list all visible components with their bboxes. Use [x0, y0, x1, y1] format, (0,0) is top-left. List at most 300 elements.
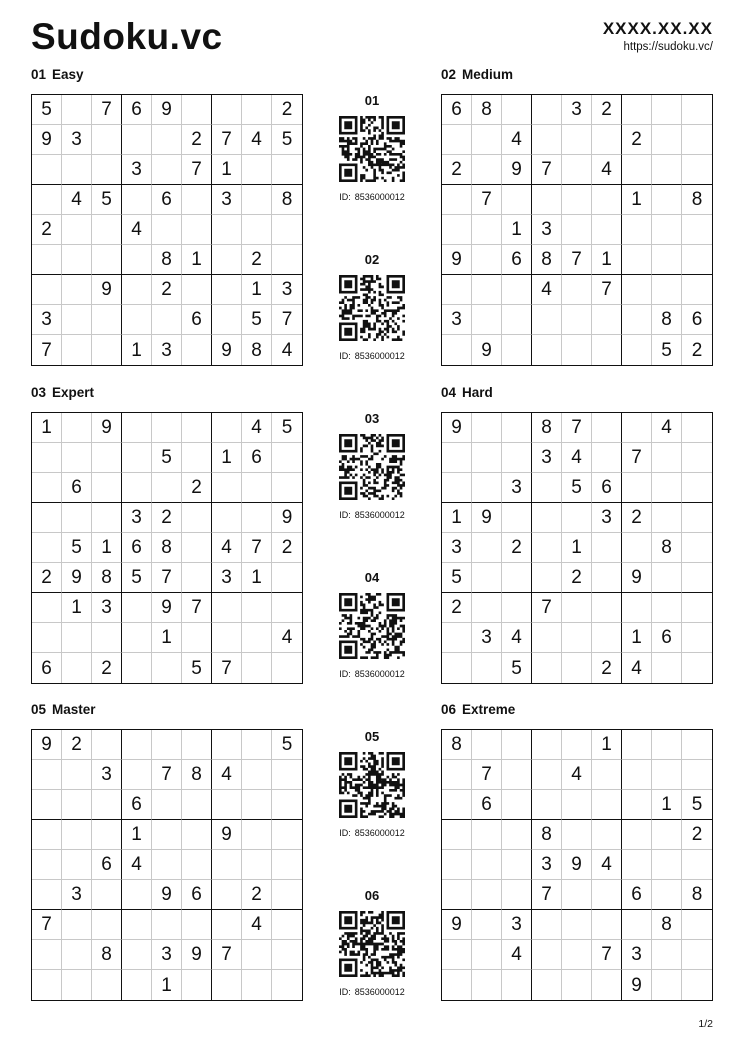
sudoku-cell[interactable] [562, 503, 592, 533]
sudoku-cell[interactable]: 5 [62, 533, 92, 563]
sudoku-cell[interactable]: 4 [622, 653, 652, 683]
sudoku-cell[interactable] [652, 95, 682, 125]
sudoku-cell[interactable]: 9 [442, 245, 472, 275]
sudoku-cell[interactable]: 9 [562, 850, 592, 880]
sudoku-cell[interactable] [472, 275, 502, 305]
sudoku-cell[interactable] [242, 593, 272, 623]
sudoku-cell[interactable] [122, 880, 152, 910]
sudoku-cell[interactable]: 4 [502, 940, 532, 970]
sudoku-cell[interactable] [622, 850, 652, 880]
sudoku-cell[interactable] [152, 155, 182, 185]
sudoku-cell[interactable] [92, 970, 122, 1000]
sudoku-cell[interactable] [272, 790, 302, 820]
sudoku-cell[interactable]: 4 [562, 760, 592, 790]
sudoku-cell[interactable]: 3 [592, 503, 622, 533]
sudoku-cell[interactable] [152, 790, 182, 820]
sudoku-cell[interactable]: 9 [212, 820, 242, 850]
sudoku-cell[interactable] [652, 215, 682, 245]
sudoku-cell[interactable] [622, 305, 652, 335]
sudoku-cell[interactable] [272, 473, 302, 503]
sudoku-cell[interactable]: 9 [152, 880, 182, 910]
sudoku-cell[interactable] [682, 760, 712, 790]
sudoku-cell[interactable]: 1 [242, 563, 272, 593]
sudoku-cell[interactable]: 3 [532, 443, 562, 473]
sudoku-cell[interactable]: 3 [62, 125, 92, 155]
sudoku-cell[interactable] [502, 563, 532, 593]
sudoku-cell[interactable] [122, 275, 152, 305]
sudoku-cell[interactable] [152, 215, 182, 245]
sudoku-cell[interactable]: 6 [242, 443, 272, 473]
sudoku-cell[interactable]: 9 [62, 563, 92, 593]
sudoku-cell[interactable] [62, 760, 92, 790]
sudoku-cell[interactable] [562, 940, 592, 970]
sudoku-cell[interactable]: 9 [152, 95, 182, 125]
sudoku-cell[interactable] [62, 155, 92, 185]
sudoku-cell[interactable]: 1 [122, 820, 152, 850]
sudoku-cell[interactable] [442, 940, 472, 970]
sudoku-cell[interactable] [212, 880, 242, 910]
sudoku-cell[interactable] [92, 155, 122, 185]
sudoku-cell[interactable] [562, 820, 592, 850]
sudoku-cell[interactable] [272, 215, 302, 245]
sudoku-cell[interactable] [532, 653, 562, 683]
sudoku-cell[interactable] [182, 413, 212, 443]
sudoku-cell[interactable] [592, 215, 622, 245]
sudoku-cell[interactable] [532, 970, 562, 1000]
sudoku-cell[interactable]: 9 [272, 503, 302, 533]
sudoku-cell[interactable] [272, 910, 302, 940]
sudoku-cell[interactable]: 2 [272, 533, 302, 563]
sudoku-cell[interactable] [532, 760, 562, 790]
sudoku-cell[interactable] [242, 850, 272, 880]
sudoku-cell[interactable] [532, 335, 562, 365]
sudoku-cell[interactable] [652, 185, 682, 215]
sudoku-cell[interactable]: 2 [182, 473, 212, 503]
sudoku-cell[interactable] [502, 95, 532, 125]
sudoku-cell[interactable] [622, 95, 652, 125]
sudoku-cell[interactable] [592, 820, 622, 850]
sudoku-cell[interactable] [32, 970, 62, 1000]
sudoku-cell[interactable] [92, 125, 122, 155]
sudoku-cell[interactable] [62, 970, 92, 1000]
sudoku-cell[interactable] [562, 185, 592, 215]
sudoku-cell[interactable] [682, 95, 712, 125]
sudoku-cell[interactable]: 7 [532, 880, 562, 910]
sudoku-cell[interactable] [62, 790, 92, 820]
sudoku-cell[interactable] [532, 125, 562, 155]
sudoku-cell[interactable] [32, 790, 62, 820]
sudoku-cell[interactable] [622, 533, 652, 563]
sudoku-cell[interactable] [532, 503, 562, 533]
sudoku-cell[interactable] [622, 820, 652, 850]
sudoku-cell[interactable]: 3 [562, 95, 592, 125]
sudoku-cell[interactable] [122, 443, 152, 473]
sudoku-cell[interactable] [682, 275, 712, 305]
sudoku-cell[interactable] [502, 880, 532, 910]
sudoku-cell[interactable] [242, 970, 272, 1000]
sudoku-cell[interactable] [442, 275, 472, 305]
sudoku-cell[interactable] [242, 503, 272, 533]
sudoku-cell[interactable] [532, 623, 562, 653]
sudoku-cell[interactable] [182, 970, 212, 1000]
sudoku-cell[interactable] [502, 730, 532, 760]
sudoku-cell[interactable] [32, 185, 62, 215]
sudoku-cell[interactable] [622, 760, 652, 790]
sudoku-cell[interactable] [242, 820, 272, 850]
sudoku-cell[interactable] [242, 623, 272, 653]
sudoku-cell[interactable] [32, 245, 62, 275]
sudoku-cell[interactable]: 3 [92, 760, 122, 790]
sudoku-cell[interactable] [442, 790, 472, 820]
sudoku-cell[interactable]: 1 [182, 245, 212, 275]
sudoku-cell[interactable] [182, 623, 212, 653]
sudoku-cell[interactable] [92, 820, 122, 850]
sudoku-cell[interactable] [652, 473, 682, 503]
sudoku-cell[interactable] [32, 503, 62, 533]
sudoku-cell[interactable]: 8 [442, 730, 472, 760]
sudoku-cell[interactable] [502, 760, 532, 790]
sudoku-cell[interactable]: 1 [62, 593, 92, 623]
sudoku-cell[interactable]: 8 [652, 910, 682, 940]
sudoku-cell[interactable]: 1 [502, 215, 532, 245]
sudoku-cell[interactable] [592, 910, 622, 940]
sudoku-cell[interactable]: 6 [62, 473, 92, 503]
sudoku-cell[interactable]: 2 [182, 125, 212, 155]
sudoku-cell[interactable] [442, 125, 472, 155]
sudoku-cell[interactable] [532, 305, 562, 335]
sudoku-cell[interactable]: 7 [92, 95, 122, 125]
sudoku-cell[interactable]: 4 [562, 443, 592, 473]
sudoku-cell[interactable]: 7 [622, 443, 652, 473]
sudoku-cell[interactable]: 9 [442, 910, 472, 940]
sudoku-cell[interactable] [532, 910, 562, 940]
sudoku-cell[interactable]: 3 [212, 185, 242, 215]
sudoku-cell[interactable] [272, 850, 302, 880]
sudoku-cell[interactable]: 9 [622, 563, 652, 593]
sudoku-cell[interactable] [472, 533, 502, 563]
sudoku-cell[interactable]: 7 [472, 760, 502, 790]
sudoku-cell[interactable]: 2 [592, 95, 622, 125]
sudoku-cell[interactable]: 9 [472, 335, 502, 365]
sudoku-cell[interactable]: 7 [562, 413, 592, 443]
sudoku-cell[interactable] [212, 623, 242, 653]
sudoku-cell[interactable] [652, 940, 682, 970]
sudoku-cell[interactable] [212, 910, 242, 940]
sudoku-cell[interactable] [472, 653, 502, 683]
sudoku-cell[interactable]: 5 [152, 443, 182, 473]
sudoku-cell[interactable] [502, 275, 532, 305]
sudoku-cell[interactable]: 2 [442, 593, 472, 623]
sudoku-cell[interactable] [272, 940, 302, 970]
sudoku-cell[interactable] [472, 880, 502, 910]
sudoku-cell[interactable]: 7 [592, 275, 622, 305]
sudoku-cell[interactable]: 7 [212, 125, 242, 155]
sudoku-cell[interactable]: 1 [152, 623, 182, 653]
sudoku-cell[interactable]: 5 [272, 730, 302, 760]
sudoku-cell[interactable] [122, 970, 152, 1000]
sudoku-cell[interactable] [592, 623, 622, 653]
sudoku-cell[interactable]: 1 [242, 275, 272, 305]
sudoku-cell[interactable] [442, 443, 472, 473]
sudoku-cell[interactable] [272, 760, 302, 790]
sudoku-cell[interactable] [532, 790, 562, 820]
sudoku-cell[interactable]: 5 [242, 305, 272, 335]
sudoku-cell[interactable]: 4 [592, 155, 622, 185]
sudoku-cell[interactable]: 6 [502, 245, 532, 275]
sudoku-cell[interactable]: 1 [32, 413, 62, 443]
sudoku-cell[interactable] [92, 443, 122, 473]
sudoku-cell[interactable] [682, 940, 712, 970]
sudoku-cell[interactable]: 1 [592, 730, 622, 760]
sudoku-cell[interactable]: 6 [32, 653, 62, 683]
sudoku-cell[interactable]: 5 [92, 185, 122, 215]
sudoku-cell[interactable] [62, 95, 92, 125]
sudoku-cell[interactable]: 3 [502, 910, 532, 940]
sudoku-cell[interactable]: 8 [532, 820, 562, 850]
qr-code-icon[interactable] [339, 752, 405, 818]
sudoku-cell[interactable] [502, 820, 532, 850]
sudoku-cell[interactable] [562, 593, 592, 623]
sudoku-cell[interactable] [442, 623, 472, 653]
sudoku-cell[interactable] [32, 820, 62, 850]
sudoku-cell[interactable] [682, 623, 712, 653]
sudoku-cell[interactable]: 8 [472, 95, 502, 125]
sudoku-cell[interactable]: 3 [502, 473, 532, 503]
sudoku-cell[interactable] [592, 563, 622, 593]
sudoku-cell[interactable]: 4 [212, 533, 242, 563]
sudoku-cell[interactable]: 5 [442, 563, 472, 593]
sudoku-cell[interactable]: 2 [442, 155, 472, 185]
sudoku-cell[interactable]: 4 [242, 910, 272, 940]
sudoku-cell[interactable]: 4 [62, 185, 92, 215]
sudoku-cell[interactable] [682, 215, 712, 245]
sudoku-cell[interactable] [472, 413, 502, 443]
sudoku-cell[interactable] [62, 503, 92, 533]
sudoku-cell[interactable] [62, 275, 92, 305]
sudoku-cell[interactable]: 4 [122, 850, 152, 880]
sudoku-cell[interactable]: 1 [652, 790, 682, 820]
sudoku-cell[interactable]: 4 [502, 125, 532, 155]
sudoku-cell[interactable] [152, 125, 182, 155]
sudoku-cell[interactable]: 2 [691, 339, 703, 361]
sudoku-cell[interactable] [592, 305, 622, 335]
sudoku-cell[interactable] [272, 443, 302, 473]
sudoku-cell[interactable] [62, 305, 92, 335]
sudoku-cell[interactable]: 4 [532, 275, 562, 305]
sudoku-cell[interactable] [442, 820, 472, 850]
sudoku-cell[interactable] [592, 880, 622, 910]
sudoku-cell[interactable] [92, 730, 122, 760]
sudoku-cell[interactable] [122, 413, 152, 443]
sudoku-cell[interactable]: 7 [212, 653, 242, 683]
sudoku-cell[interactable] [652, 653, 682, 683]
sudoku-cell[interactable]: 3 [622, 940, 652, 970]
sudoku-cell[interactable] [32, 473, 62, 503]
sudoku-cell[interactable]: 6 [122, 790, 152, 820]
sudoku-cell[interactable] [92, 305, 122, 335]
sudoku-cell[interactable] [242, 730, 272, 760]
sudoku-cell[interactable] [472, 730, 502, 760]
sudoku-cell[interactable] [472, 850, 502, 880]
sudoku-cell[interactable] [562, 730, 592, 760]
sudoku-cell[interactable] [182, 503, 212, 533]
sudoku-cell[interactable]: 6 [122, 95, 152, 125]
sudoku-cell[interactable] [682, 910, 712, 940]
sudoku-cell[interactable]: 7 [32, 335, 62, 365]
sudoku-cell[interactable] [62, 215, 92, 245]
sudoku-cell[interactable]: 4 [592, 850, 622, 880]
sudoku-cell[interactable] [242, 760, 272, 790]
sudoku-cell[interactable] [562, 970, 592, 1000]
sudoku-cell[interactable] [442, 850, 472, 880]
sudoku-cell[interactable] [122, 623, 152, 653]
sudoku-cell[interactable] [212, 215, 242, 245]
sudoku-cell[interactable] [92, 880, 122, 910]
sudoku-cell[interactable] [682, 593, 712, 623]
sudoku-cell[interactable] [122, 593, 152, 623]
sudoku-cell[interactable] [242, 215, 272, 245]
sudoku-cell[interactable]: 3 [442, 533, 472, 563]
sudoku-cell[interactable] [472, 125, 502, 155]
sudoku-cell[interactable]: 8 [92, 940, 122, 970]
sudoku-cell[interactable]: 5 [652, 335, 682, 365]
sudoku-cell[interactable]: 9 [442, 413, 472, 443]
qr-code-icon[interactable] [339, 593, 405, 659]
sudoku-cell[interactable] [652, 245, 682, 275]
sudoku-cell[interactable]: 2 [92, 653, 122, 683]
sudoku-cell[interactable]: 6 [152, 185, 182, 215]
sudoku-cell[interactable] [62, 940, 92, 970]
sudoku-cell[interactable]: 3 [32, 305, 62, 335]
sudoku-cell[interactable] [562, 910, 592, 940]
sudoku-cell[interactable] [652, 593, 682, 623]
sudoku-cell[interactable] [532, 95, 562, 125]
sudoku-cell[interactable] [182, 533, 212, 563]
sudoku-cell[interactable] [502, 850, 532, 880]
sudoku-cell[interactable] [442, 215, 472, 245]
sudoku-cell[interactable] [32, 533, 62, 563]
sudoku-cell[interactable]: 2 [592, 653, 622, 683]
sudoku-cell[interactable] [472, 443, 502, 473]
sudoku-cell[interactable] [502, 443, 532, 473]
sudoku-cell[interactable] [472, 820, 502, 850]
sudoku-cell[interactable]: 9 [32, 125, 62, 155]
sudoku-cell[interactable] [682, 730, 712, 760]
sudoku-cell[interactable]: 2 [242, 880, 272, 910]
sudoku-cell[interactable] [502, 185, 532, 215]
sudoku-cell[interactable] [122, 730, 152, 760]
sudoku-cell[interactable]: 2 [272, 95, 302, 125]
sudoku-cell[interactable] [122, 305, 152, 335]
sudoku-cell[interactable] [272, 820, 302, 850]
sudoku-cell[interactable] [622, 730, 652, 760]
sudoku-cell[interactable] [212, 503, 242, 533]
sudoku-cell[interactable]: 2 [622, 125, 652, 155]
sudoku-cell[interactable] [182, 185, 212, 215]
sudoku-cell[interactable]: 6 [442, 95, 472, 125]
sudoku-cell[interactable] [472, 563, 502, 593]
sudoku-cell[interactable]: 8 [532, 245, 562, 275]
sudoku-cell[interactable]: 7 [532, 593, 562, 623]
sudoku-cell[interactable] [32, 760, 62, 790]
sudoku-cell[interactable] [62, 413, 92, 443]
sudoku-cell[interactable]: 8 [532, 413, 562, 443]
sudoku-cell[interactable] [122, 473, 152, 503]
sudoku-cell[interactable] [592, 760, 622, 790]
sudoku-cell[interactable] [32, 593, 62, 623]
sudoku-cell[interactable]: 3 [212, 563, 242, 593]
sudoku-cell[interactable] [502, 335, 532, 365]
sudoku-cell[interactable]: 9 [622, 970, 652, 1000]
sudoku-cell[interactable] [502, 593, 532, 623]
sudoku-cell[interactable] [442, 880, 472, 910]
sudoku-cell[interactable]: 5 [562, 473, 592, 503]
sudoku-cell[interactable] [182, 95, 212, 125]
sudoku-cell[interactable] [242, 653, 272, 683]
sudoku-cell[interactable] [242, 473, 272, 503]
sudoku-cell[interactable] [682, 443, 712, 473]
sudoku-cell[interactable] [592, 593, 622, 623]
sudoku-cell[interactable] [212, 305, 242, 335]
sudoku-cell[interactable] [152, 413, 182, 443]
sudoku-cell[interactable]: 1 [622, 623, 652, 653]
sudoku-cell[interactable] [472, 305, 502, 335]
sudoku-cell[interactable]: 3 [532, 850, 562, 880]
sudoku-cell[interactable] [212, 275, 242, 305]
qr-code-icon[interactable] [339, 275, 405, 341]
sudoku-cell[interactable] [532, 185, 562, 215]
sudoku-cell[interactable]: 6 [92, 850, 122, 880]
sudoku-cell[interactable] [682, 563, 712, 593]
sudoku-cell[interactable] [562, 880, 592, 910]
sudoku-cell[interactable] [472, 245, 502, 275]
sudoku-cell[interactable] [182, 215, 212, 245]
sudoku-cell[interactable] [682, 533, 712, 563]
sudoku-cell[interactable] [122, 760, 152, 790]
sudoku-cell[interactable]: 6 [682, 305, 712, 335]
sudoku-cell[interactable] [122, 125, 152, 155]
sudoku-cell[interactable] [152, 910, 182, 940]
sudoku-cell[interactable] [622, 215, 652, 245]
sudoku-cell[interactable]: 8 [92, 563, 122, 593]
sudoku-cell[interactable]: 6 [122, 533, 152, 563]
sudoku-cell[interactable] [592, 790, 622, 820]
sudoku-cell[interactable] [502, 503, 532, 533]
sudoku-cell[interactable] [562, 335, 592, 365]
sudoku-cell[interactable] [472, 593, 502, 623]
sudoku-cell[interactable] [212, 970, 242, 1000]
sudoku-cell[interactable]: 5 [122, 563, 152, 593]
sudoku-cell[interactable] [622, 413, 652, 443]
sudoku-cell[interactable] [272, 245, 302, 275]
sudoku-cell[interactable]: 4 [502, 623, 532, 653]
sudoku-cell[interactable] [472, 910, 502, 940]
sudoku-cell[interactable] [682, 503, 712, 533]
sudoku-cell[interactable] [682, 473, 712, 503]
sudoku-cell[interactable]: 8 [152, 245, 182, 275]
sudoku-cell[interactable]: 1 [212, 443, 242, 473]
sudoku-cell[interactable] [92, 790, 122, 820]
sudoku-cell[interactable] [592, 970, 622, 1000]
sudoku-cell[interactable] [532, 563, 562, 593]
sudoku-cell[interactable]: 2 [32, 215, 62, 245]
sudoku-cell[interactable]: 3 [122, 155, 152, 185]
sudoku-cell[interactable]: 2 [62, 730, 92, 760]
sudoku-cell[interactable] [32, 275, 62, 305]
sudoku-cell[interactable] [502, 970, 532, 1000]
sudoku-cell[interactable] [652, 443, 682, 473]
sudoku-cell[interactable]: 6 [182, 305, 212, 335]
